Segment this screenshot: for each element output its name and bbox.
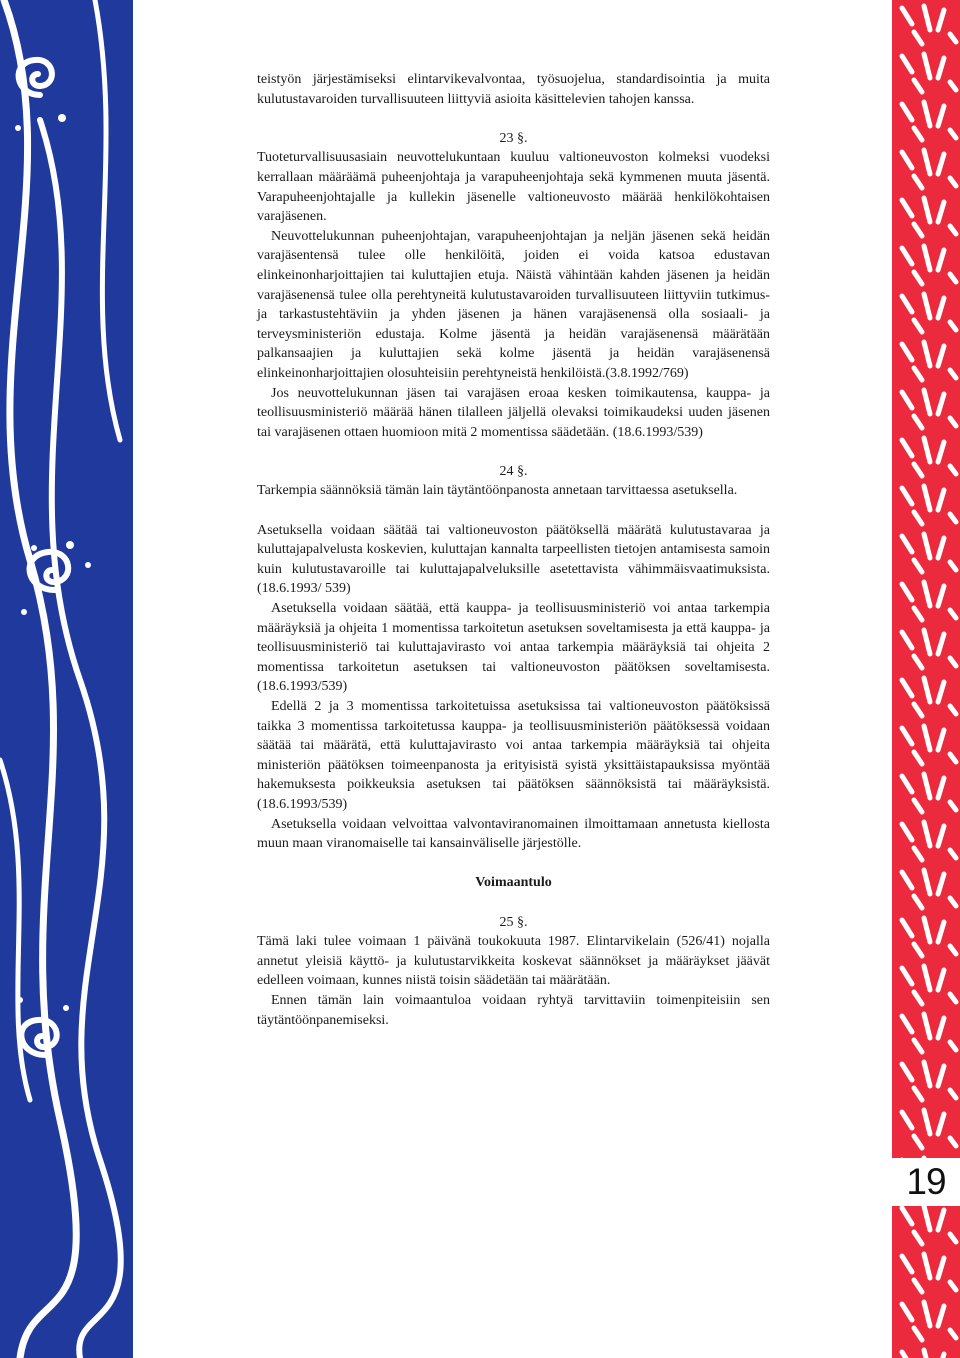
paragraph: Asetuksella voidaan säätää tai valtioneuvoston päätöksellä määrätä kulutustavaraa ja kuluttajapalvelusta koskevien, kuluttajan kannalta tarpeellisten tietojen antamisesta samoin kuin kulutustavaroille tai kuluttajapalveluksille asetettavista vähimmäisvaatimuksista. (18.6.1993/ 539) — [257, 522, 770, 597]
paragraph: Tuoteturvallisuusasiain neuvottelukuntaan kuuluu valtioneuvoston kolmeksi vuodeksi kerrallaan määräämä puheenjohtaja ja varapuheenjohtaja sekä kymmenen muuta jäsentä. Varapuheenjohtajalle ja kullekin jäsenelle valtioneuvosto määrää henkilökohtaisen varajäsenen. — [257, 150, 770, 225]
dot — [21, 609, 27, 615]
paragraph: Edellä 2 ja 3 momentissa tarkoitetuissa asetuksissa tai valtioneuvoston päätöksissä taikka 3 momentissa tarkoitetussa kauppa- ja teollisuusministeriön päätöksessä voidaan säätää tai määrätä, että kuluttajavirasto voi antaa tarkempia määräyksiä tai ohjeita ministeriön päätöksen toimeenpanosta ja erityisistä syistä yksittäistapauksissa myöntää hakemuksesta poikkeuksia asetuksen tai päätöksen säännöksistä tai määräyksistä. (18.6.1993/539) — [257, 699, 770, 812]
paragraph: Tarkempia säännöksiä tämän lain täytäntöönpanosta annetaan tarvittaessa asetuksella. — [257, 483, 738, 499]
paragraph: Tämä laki tulee voimaan 1 päivänä toukokuuta 1987. Elintarvikelain (526/41) nojalla annetut yleisiä käyttö- ja kulutustarvikkeita koskevat säännökset ja määräykset jäävät edelleen voimaan, kunnes niistä toisin säädetään tai määrätään. — [257, 934, 770, 989]
dot — [31, 545, 37, 551]
paragraph: Jos neuvottelukunnan jäsen tai varajäsen eroaa kesken toimikautensa, kauppa- ja teollisuusministeriö määrää hänen tilalleen jäljellä olevaksi toimikaudeksi uuden jäsenen tai varajäsenen ottaen huomioon mitä 2 momentissa säädetään. (18.6.1993/539) — [257, 385, 770, 440]
paragraph: teistyön järjestämiseksi elintarvikevalvontaa, työsuojelua, standardisointia ja muita kulutustavaroiden turvallisuuteen liittyviä asioita käsittelevien tahojen kanssa. — [257, 72, 770, 107]
section-number-23: 23 §. — [499, 130, 528, 146]
section-number-24: 24 §. — [499, 463, 528, 479]
dot — [63, 1005, 69, 1011]
page-number: 19 — [892, 1158, 960, 1206]
paragraph: Ennen tämän lain voimaantuloa voidaan ryhtyä tarvittaviin toimenpiteisiin sen täytäntöönpanemiseksi. — [257, 992, 770, 1028]
right-band-pattern — [892, 0, 960, 1358]
section-number-25: 25 §. — [499, 914, 528, 930]
document-body — [257, 70, 770, 1030]
paragraph: Asetuksella voidaan velvoittaa valvontaviranomainen ilmoittamaan annetusta kiellosta muun maan viranomaiselle tai kansainväliselle järjestölle. — [257, 816, 770, 852]
dot — [15, 125, 21, 131]
left-decorative-band — [0, 0, 133, 1358]
paragraph: Neuvottelukunnan puheenjohtajan, varapuheenjohtajan ja neljän jäsenen sekä heidän varajäsentensä tulee olle henkilöitä, joiden ei voida katsoa edustavan elinkeinonharjoittajien tai kuluttajien etuja. Näistä vähintään kahden jäsenen ja heidän varajäsenensä tulee olla perehtyneitä kulutustavaroiden turvallisuuteen liittyviin tutkimus- ja tarkastustehtäviin ja yhden jäsenen ja hänen varajäsenensä olla sosiaali- ja terveysministeriön edustaja. Kolme jäsentä ja heidän varajäsenensä määrätään palkansaajien ja kuluttajien sekä kolme jäsentä ja heidän varajäsenensä elinkeinonharjoittajien olosuhteisiin perehtyneistä henkilöistä.(3.8.1992/769) — [257, 228, 770, 381]
dot — [58, 114, 66, 122]
dot — [17, 997, 23, 1003]
paragraph: Asetuksella voidaan säätää, että kauppa- ja teollisuusministeriö voi antaa tarkempia määräyksiä ja ohjeita 1 momentissa tarkoitetun asetuksen soveltamisesta ja että kauppa- ja teollisuusministeriö tai kuluttajavirasto voi antaa tarkempia määräyksiä tai ohjeita 2 momentissa tarkoitetun asetuksen tai valtioneuvoston päätöksen soveltamisesta. (18.6.1993/539) — [257, 601, 770, 695]
dot — [66, 541, 74, 549]
right-decorative-band — [892, 0, 960, 1358]
section-heading: Voimaantulo — [475, 875, 552, 891]
dot — [85, 562, 91, 568]
